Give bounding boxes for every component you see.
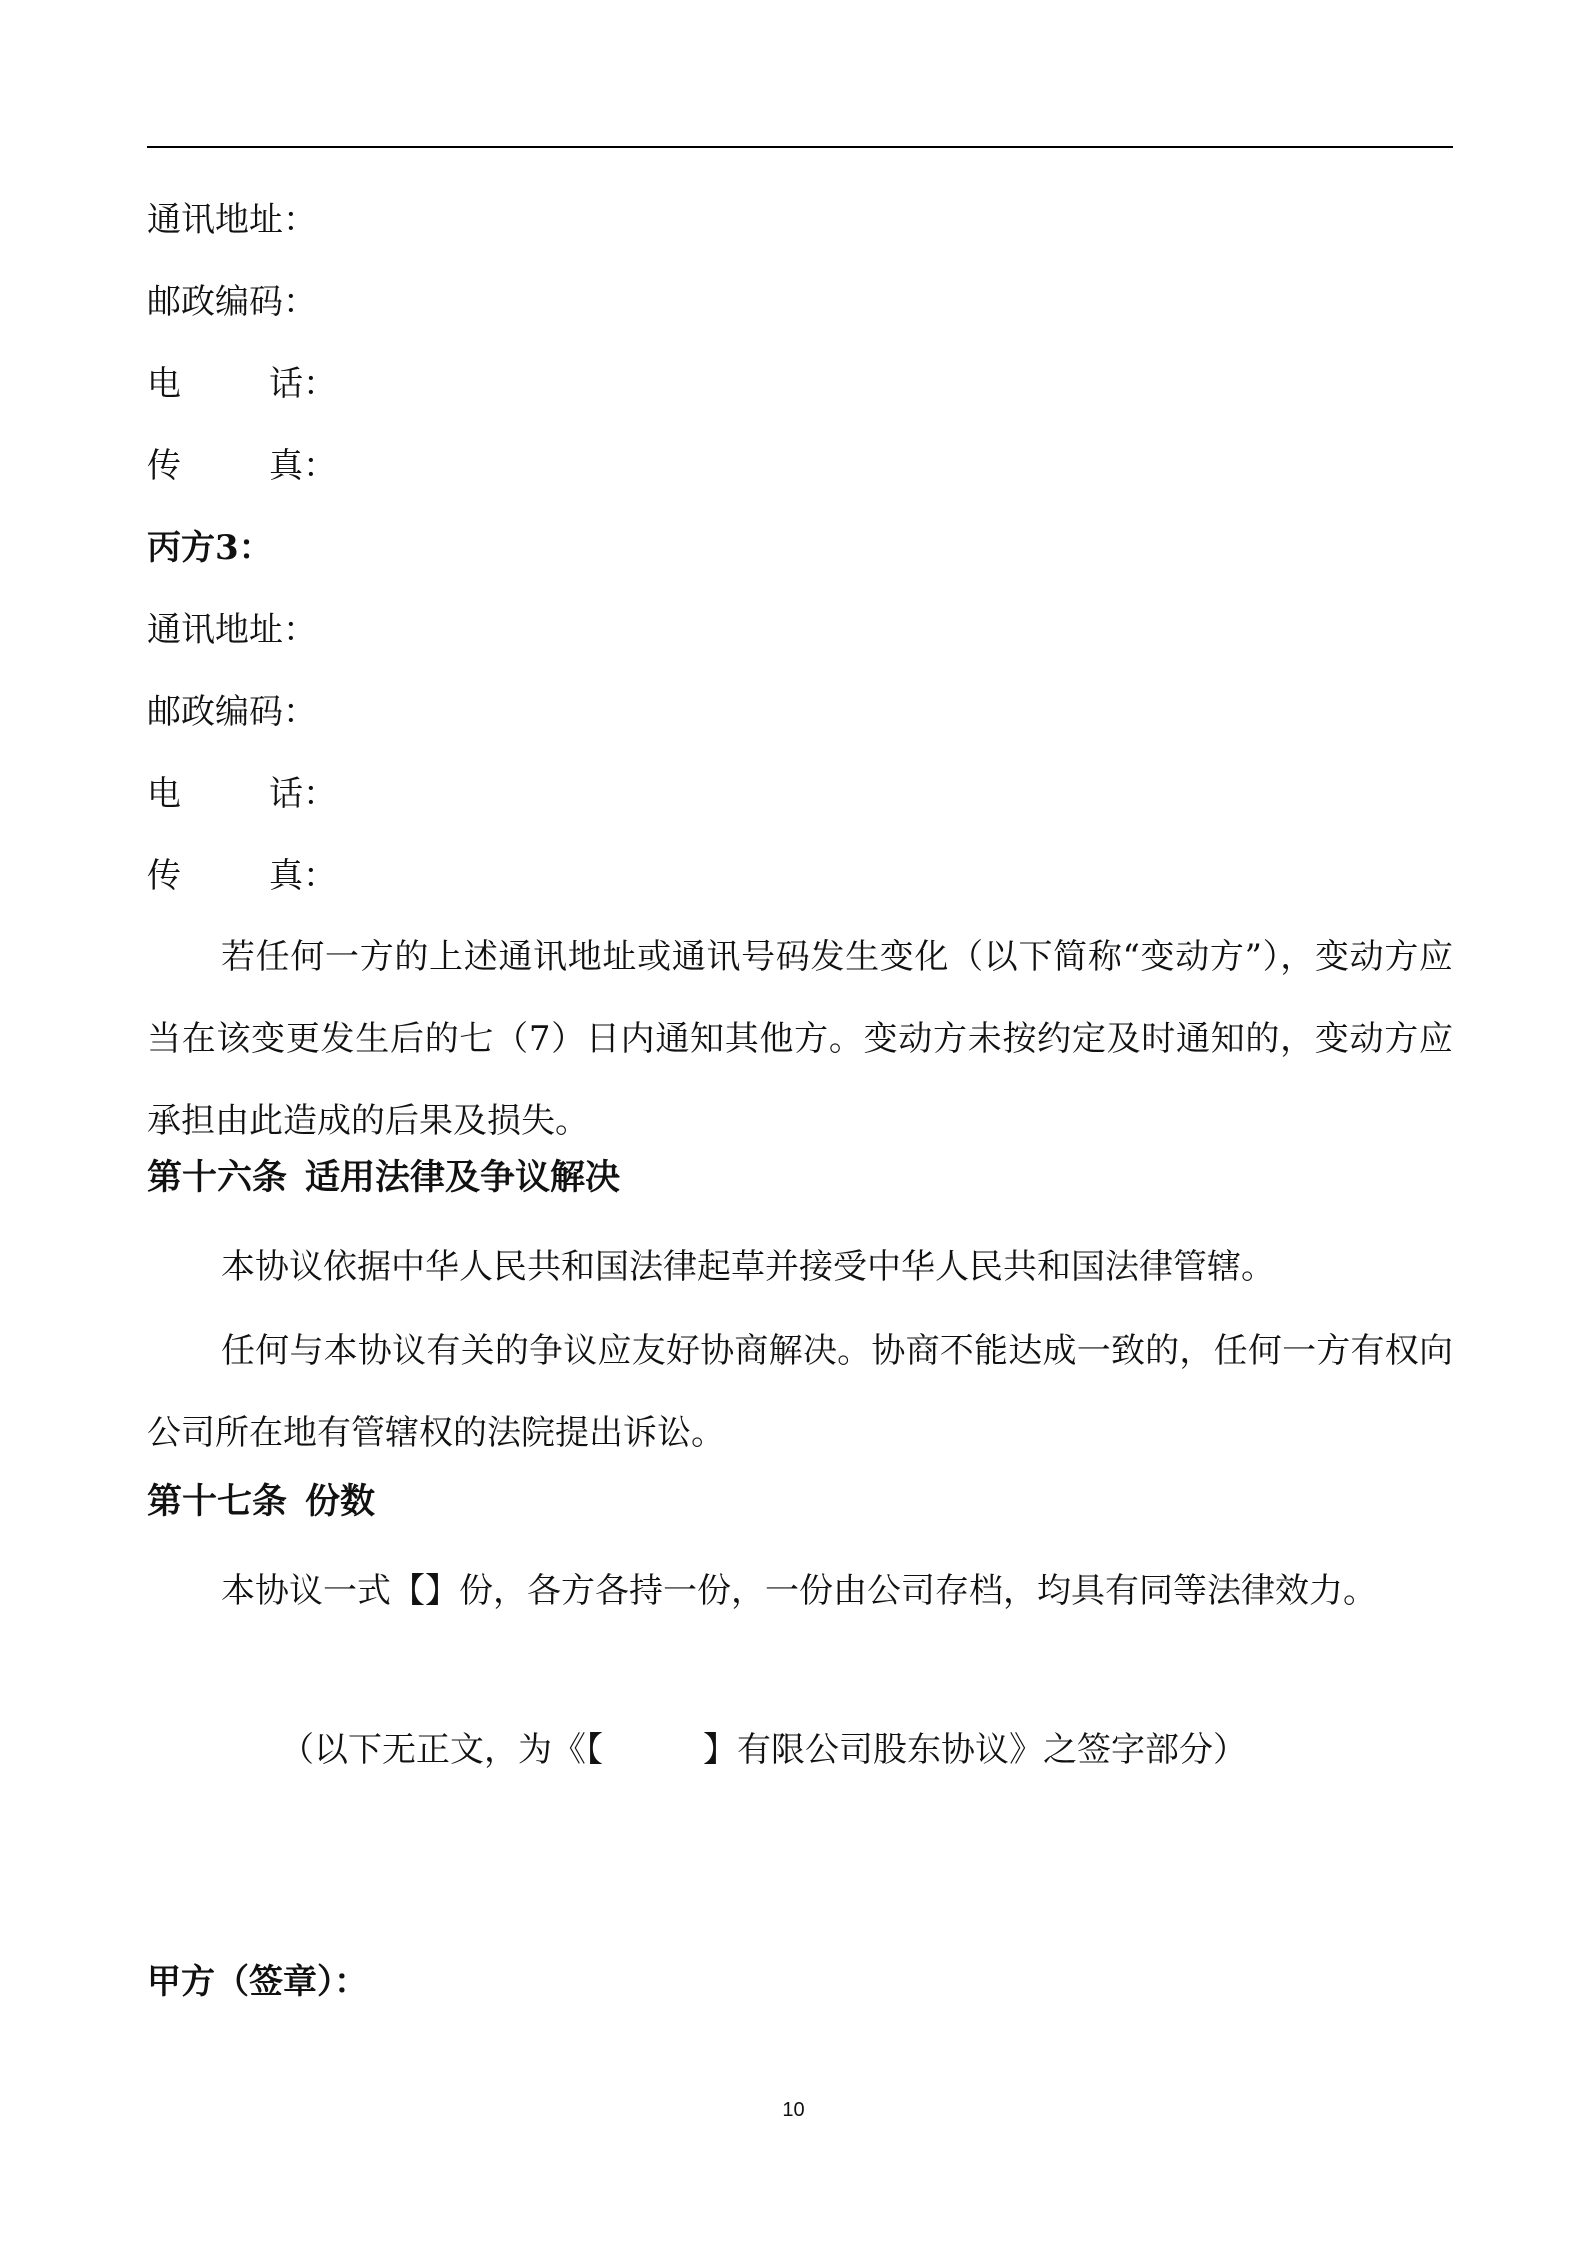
article16-heading xyxy=(147,1156,620,1200)
phone-label xyxy=(147,362,337,406)
article17-title: 份数 xyxy=(305,1481,376,1522)
party-c3-fax-char1: 传 xyxy=(147,856,181,896)
header-rule xyxy=(147,146,1453,148)
fax-label-char2: 真： xyxy=(269,446,337,486)
signature-note-suffix: 】有限公司股东协议》之签字部分） xyxy=(703,1730,1247,1770)
party-c3-phone-label xyxy=(147,772,337,816)
party-c3-fax-char2: 真： xyxy=(269,856,337,896)
article16-para1: 本协议依据中华人民共和国法律起草并接受中华人民共和国法律管辖。 xyxy=(221,1247,1275,1287)
postcode-label: 邮政编码： xyxy=(147,282,317,322)
address-label: 通讯地址： xyxy=(147,200,317,240)
phone-label-char2: 话： xyxy=(269,364,337,404)
party-c3-title: 丙方3： xyxy=(147,528,273,568)
party-c3-phone-char2: 话： xyxy=(269,774,337,814)
article16-para2: 任何与本协议有关的争议应友好协商解决。协商不能达成一致的，任何一方有权向公司所在地有管辖权的法院提出诉讼。 xyxy=(147,1331,1453,1453)
party-c3-fax-label xyxy=(147,854,337,898)
party-c3-postcode-label: 邮政编码： xyxy=(147,692,317,732)
party-a-signature-label: 甲方（签章）： xyxy=(147,1962,368,2002)
signature-note xyxy=(280,1728,1247,1772)
page-number: 10 xyxy=(782,2099,805,2121)
article17-heading xyxy=(147,1480,375,1524)
party-c3-phone-char1: 电 xyxy=(147,774,181,814)
signature-note-prefix: （以下无正文，为《【 xyxy=(280,1730,603,1770)
article17-number: 第十七条 xyxy=(147,1481,288,1522)
article16-title: 适用法律及争议解决 xyxy=(305,1157,621,1198)
change-notice-paragraph: 若任何一方的上述通讯地址或通讯号码发生变化（以下简称“变动方”），变动方应当在该变更发生后的七（7）日内通知其他方。变动方未按约定及时通知的，变动方应承担由此造成的后果及损失。 xyxy=(147,937,1453,1141)
phone-label-char1: 电 xyxy=(147,364,181,404)
fax-label-char1: 传 xyxy=(147,446,181,486)
fax-label xyxy=(147,444,337,488)
article16-number: 第十六条 xyxy=(147,1157,288,1198)
party-c3-address-label: 通讯地址： xyxy=(147,610,317,650)
article17-para1: 本协议一式【】份，各方各持一份，一份由公司存档，均具有同等法律效力。 xyxy=(221,1571,1377,1611)
